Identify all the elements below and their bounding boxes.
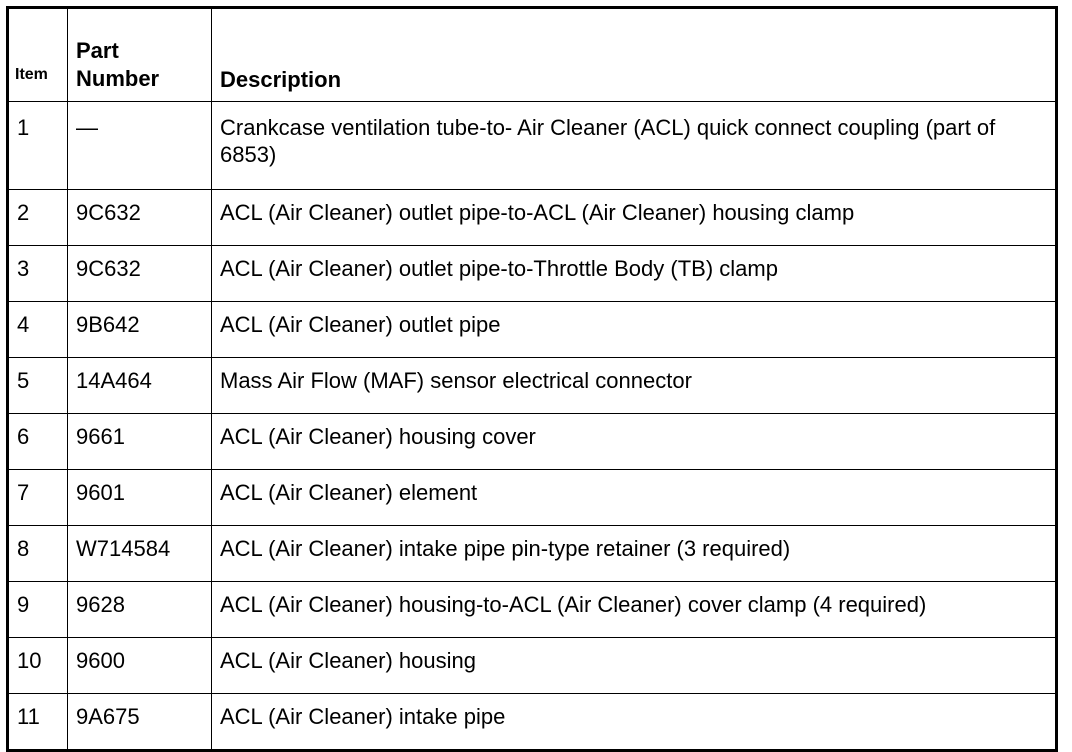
item-column-header: Item <box>8 8 68 102</box>
description-cell: ACL (Air Cleaner) outlet pipe-to-ACL (Air Cleaner) housing clamp <box>212 190 1057 246</box>
item-cell: 9 <box>8 582 68 638</box>
description-cell: ACL (Air Cleaner) housing <box>212 638 1057 694</box>
table-row <box>8 102 1057 190</box>
part-number-cell: — <box>68 102 212 190</box>
description-cell: ACL (Air Cleaner) intake pipe pin-type retainer (3 required) <box>212 526 1057 582</box>
parts-table <box>6 6 1058 752</box>
item-cell: 7 <box>8 470 68 526</box>
part-number-cell: 9C632 <box>68 190 212 246</box>
table-row <box>8 638 1057 694</box>
table-row <box>8 526 1057 582</box>
table-row <box>8 302 1057 358</box>
table-body <box>8 102 1057 751</box>
part-header-line1: Part <box>76 38 119 63</box>
description-cell: ACL (Air Cleaner) housing-to-ACL (Air Cleaner) cover clamp (4 required) <box>212 582 1057 638</box>
description-cell: ACL (Air Cleaner) element <box>212 470 1057 526</box>
table-header <box>8 8 1057 102</box>
part-number-column-header <box>68 8 212 102</box>
item-cell: 5 <box>8 358 68 414</box>
part-header-line2: Number <box>76 66 160 91</box>
table-row <box>8 470 1057 526</box>
part-number-cell: 9C632 <box>68 246 212 302</box>
item-cell: 11 <box>8 694 68 751</box>
description-cell: ACL (Air Cleaner) intake pipe <box>212 694 1057 751</box>
part-number-cell: 9B642 <box>68 302 212 358</box>
item-cell: 2 <box>8 190 68 246</box>
item-cell: 8 <box>8 526 68 582</box>
part-number-cell: 9A675 <box>68 694 212 751</box>
table-row <box>8 246 1057 302</box>
part-number-cell: 14A464 <box>68 358 212 414</box>
part-number-cell: W714584 <box>68 526 212 582</box>
table-row <box>8 694 1057 751</box>
header-row <box>8 8 1057 102</box>
item-cell: 1 <box>8 102 68 190</box>
part-number-cell: 9628 <box>68 582 212 638</box>
table-row <box>8 190 1057 246</box>
item-cell: 10 <box>8 638 68 694</box>
description-cell: ACL (Air Cleaner) outlet pipe <box>212 302 1057 358</box>
part-number-cell: 9600 <box>68 638 212 694</box>
item-cell: 4 <box>8 302 68 358</box>
description-cell: ACL (Air Cleaner) outlet pipe-to-Throttle Body (TB) clamp <box>212 246 1057 302</box>
table-row <box>8 414 1057 470</box>
item-cell: 3 <box>8 246 68 302</box>
description-cell: Crankcase ventilation tube-to- Air Cleaner (ACL) quick connect coupling (part of 6853) <box>212 102 1057 190</box>
part-number-cell: 9661 <box>68 414 212 470</box>
table-row <box>8 358 1057 414</box>
description-cell: Mass Air Flow (MAF) sensor electrical connector <box>212 358 1057 414</box>
description-cell: ACL (Air Cleaner) housing cover <box>212 414 1057 470</box>
description-column-header: Description <box>212 8 1057 102</box>
part-number-cell: 9601 <box>68 470 212 526</box>
item-cell: 6 <box>8 414 68 470</box>
table-row <box>8 582 1057 638</box>
